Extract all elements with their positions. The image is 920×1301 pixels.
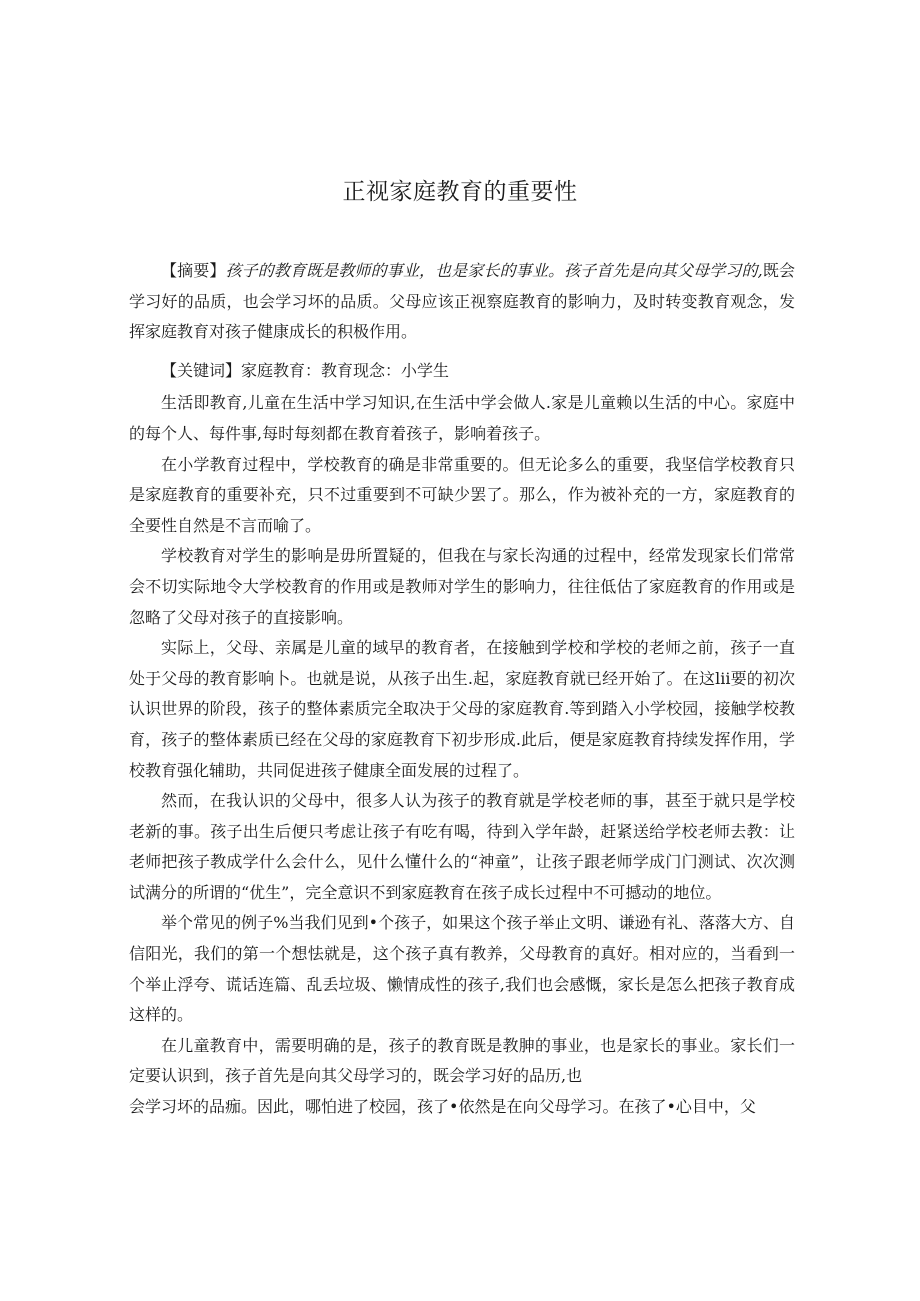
abstract-text: 既会学习好的品质，也会学习坏的品质。父母应该正视察庭教育的影响力，及时转变教育观念，发挥家庭教育对孩子健康成长的积极作用。 xyxy=(129,261,795,342)
keywords-heading: 【关键词】 xyxy=(161,360,242,380)
page-title: 正视家庭教育的重要性 xyxy=(342,179,578,205)
body-paragraph-continued: 会学习坏的品痂。因此，哪怕进了校园，孩了•依然是在向父母学习。在孩了•心目中，父 xyxy=(129,1097,756,1117)
document-body xyxy=(129,256,795,1123)
body-paragraph: 在儿童教育中，需要明确的是，孩子的教育既是教胂的事业，也是家长的事业。家长们一定要认识到，孩子首先是向其父母学习的，既会学习好的品历,也 xyxy=(129,1035,795,1086)
body-paragraph: 生活即教育,儿童在生活中学习知识,在生活中学会做人.家是儿童赖以生活的中心。家庭中的每个人、每件事,每时每刻都在教育着孩子，影响着孩子。 xyxy=(129,393,795,443)
abstract-heading: 【摘要】 xyxy=(161,261,226,280)
body-paragraph: 然而，在我认识的父母中，很多人认为孩子的教育就是学校老师的事，甚至于就只是学校老新的事。孩子出生后便只考虑让孩子有吃有喝，待到入学年龄，赶紧送给学校老师去教：让老师把孩子教成学什么会什么，见什么懂什么的“神童”，让孩子跟老师学成门门测试、次次测试满分的所谓的“优生”，完全意识不到家庭教育在孩子成长过程中不可撼动的地位。 xyxy=(129,791,795,902)
body-paragraph: 实际上，父母、亲属是儿童的域早的教育者，在接触到学校和学校的老师之前，孩子一直处于父母的教育影响卜。也就是说，从孩子出生.起，家庭教育就已经开始了。在这lii要的初次认识世界的阶段，孩子的整体素质完全取决于父母的家庭教育.等到踏入小学校园，接触学校教育，孩子的整体素质已经在父母的家庭教育下初步形成.此后，便是家庭教育持续发挥作用，学校教育强化辅助，共同促进孩子健康全面发展的过程了。 xyxy=(129,638,795,780)
body-paragraph: 在小学教育过程中，学校教育的确是非常重要的。但无论多么的重要，我坚信学校教育只是家庭教育的重要补充，只不过重要到不可缺少罢了。那么，作为被补充的一方，家庭教育的全要性自然是不言而喻了。 xyxy=(129,454,795,535)
keywords-paragraph xyxy=(129,356,795,387)
abstract-italic-text: 孩子的教育既是教师的事业，也是家长的事业。孩子首先是向其父母学习的, xyxy=(225,261,763,280)
abstract-paragraph xyxy=(129,256,795,348)
body-paragraph: 举个常见的例子%当我们见到•个孩子，如果这个孩子举止文明、谦逊有礼、落落大方、自信阳光，我们的第一个想怯就是，这个孩子真有教养，父母教育的真好。相对应的，当看到一个举止浮夸、谎话连篇、乱丢垃圾、懒情成性的孩子,我们也会感慨，家长是怎么把孩子教育成这样的。 xyxy=(129,913,795,1025)
body-paragraph: 学校教育对学生的影响是毋所置疑的，但我在与家长沟通的过程中，经常发现家长们常常会不切实际地令大学校教育的作用或是教师对学生的影响力，往往低估了家庭教育的作用或是忽略了父母对孩子的直接影响。 xyxy=(129,546,795,627)
keywords-text: 家庭教育：教育现念：小学生 xyxy=(241,360,450,380)
